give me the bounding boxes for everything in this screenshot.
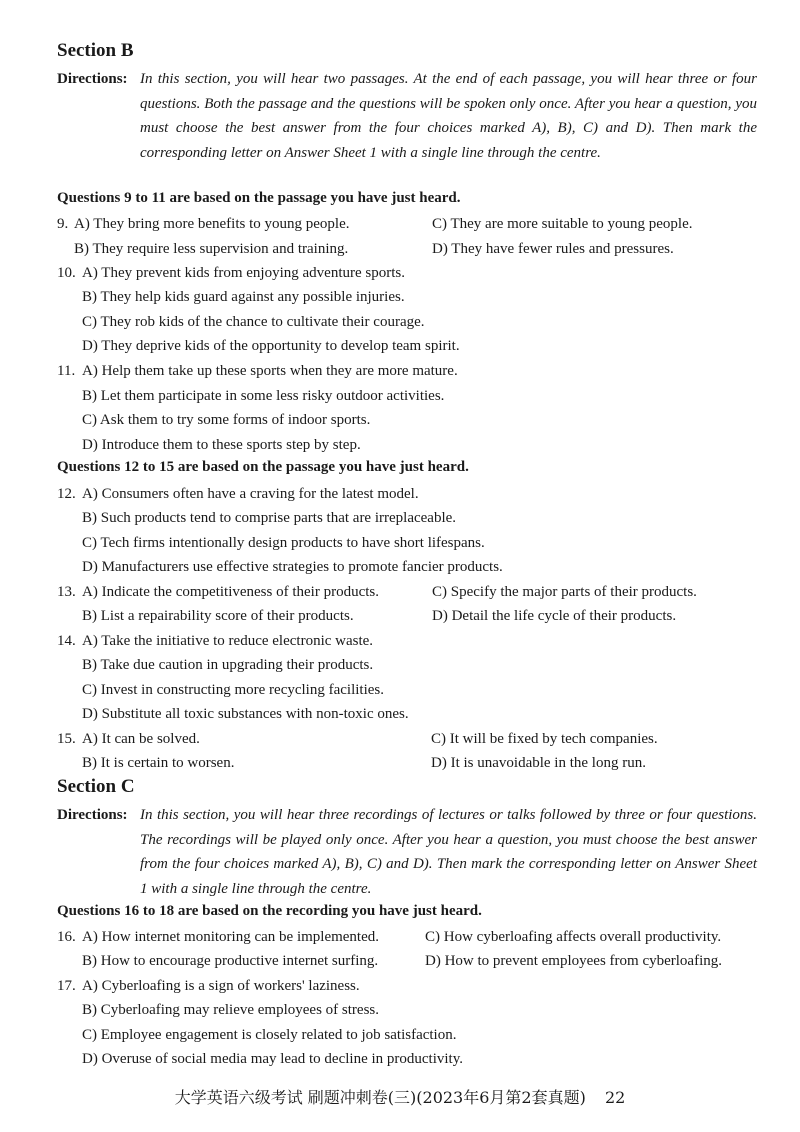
option-c: C) It will be fixed by tech companies.: [431, 731, 658, 747]
directions-text: In this section, you will hear three recordings of lectures or talks followed by three or four questions. The recordings will be played only once. After you hear a question, you must choose the best answer from the four choices marked A), B), C) and D). Then mark the corresponding letter on Answer Sheet 1 with a single line through the centre.: [140, 807, 757, 897]
option-b: B) Cyberloafing may relieve employees of stress.: [82, 1002, 379, 1018]
option-a: A) Consumers often have a craving for the latest model.: [82, 486, 419, 502]
question-number: 16.: [57, 929, 76, 945]
option-a: A) Indicate the competitiveness of their products.: [82, 584, 379, 600]
option-c: C) Invest in constructing more recycling facilities.: [82, 682, 384, 698]
option-a: A) They prevent kids from enjoying adventure sports.: [82, 265, 405, 281]
option-c: C) Tech firms intentionally design products to have short lifespans.: [82, 535, 485, 551]
option-c: C) Specify the major parts of their products.: [432, 584, 697, 600]
question-number: 17.: [57, 978, 76, 994]
option-b: B) List a repairability score of their products.: [82, 608, 354, 624]
option-d: D) Substitute all toxic substances with non-toxic ones.: [82, 706, 409, 722]
option-c: C) Ask them to try some forms of indoor sports.: [82, 412, 371, 428]
option-d: D) They deprive kids of the opportunity to develop team spirit.: [82, 338, 460, 354]
question-number: 10.: [57, 265, 76, 281]
section-b-directions: [57, 67, 757, 165]
option-b: B) They require less supervision and training.: [74, 241, 349, 257]
question-group-heading: Questions 12 to 15 are based on the passage you have just heard.: [57, 459, 469, 475]
footer-title: 大学英语六级考试 刷题冲刺卷(三)(2023年6月第2套真题): [174, 1088, 586, 1107]
option-b: B) Such products tend to comprise parts that are irreplaceable.: [82, 510, 457, 526]
section-c-directions: [57, 803, 757, 901]
section-b-title: Section B: [57, 40, 134, 61]
option-c: C) They are more suitable to young people.: [432, 216, 693, 232]
directions-label: Directions:: [57, 71, 128, 87]
question-number: 14.: [57, 633, 76, 649]
question-group-heading: Questions 16 to 18 are based on the recording you have just heard.: [57, 903, 482, 919]
option-d: D) Detail the life cycle of their products.: [432, 608, 677, 624]
page-footer: [0, 1085, 800, 1108]
question-number: 13.: [57, 584, 76, 600]
option-b: B) Take due caution in upgrading their products.: [82, 657, 374, 673]
question-number: 15.: [57, 731, 76, 747]
question-number: 11.: [57, 363, 76, 379]
option-d: D) They have fewer rules and pressures.: [432, 241, 674, 257]
option-d: D) Manufacturers use effective strategies to promote fancier products.: [82, 559, 503, 575]
option-b: B) Let them participate in some less risky outdoor activities.: [82, 388, 445, 404]
option-c: C) How cyberloafing affects overall productivity.: [425, 929, 722, 945]
option-a: A) Take the initiative to reduce electronic waste.: [82, 633, 374, 649]
option-a: A) It can be solved.: [82, 731, 200, 747]
option-a: A) They bring more benefits to young people.: [74, 216, 350, 232]
option-d: D) Introduce them to these sports step by step.: [82, 437, 361, 453]
section-c-title: Section C: [57, 776, 135, 797]
question-number: 12.: [57, 486, 76, 502]
option-d: D) It is unavoidable in the long run.: [431, 755, 646, 771]
option-d: D) How to prevent employees from cyberloafing.: [425, 953, 722, 969]
page-number: 22: [604, 1088, 626, 1107]
option-c: C) Employee engagement is closely related to job satisfaction.: [82, 1027, 457, 1043]
option-b: B) They help kids guard against any possible injuries.: [82, 289, 405, 305]
directions-label: Directions:: [57, 807, 128, 823]
option-a: A) Cyberloafing is a sign of workers' laziness.: [82, 978, 360, 994]
option-c: C) They rob kids of the chance to cultivate their courage.: [82, 314, 425, 330]
question-group-heading: Questions 9 to 11 are based on the passage you have just heard.: [57, 190, 461, 206]
question-number: 9.: [57, 216, 69, 232]
option-a: A) Help them take up these sports when they are more mature.: [82, 363, 458, 379]
option-b: B) It is certain to worsen.: [82, 755, 235, 771]
option-b: B) How to encourage productive internet surfing.: [82, 953, 379, 969]
option-d: D) Overuse of social media may lead to decline in productivity.: [82, 1051, 463, 1067]
directions-text: In this section, you will hear two passages. At the end of each passage, you will hear three or four questions. Both the passage and the questions will be spoken only once. After you hear a question, you must choose the best answer from the four choices marked A), B), C) and D). Then mark the corresponding letter on Answer Sheet 1 with a single line through the centre.: [140, 71, 757, 161]
option-a: A) How internet monitoring can be implemented.: [82, 929, 380, 945]
